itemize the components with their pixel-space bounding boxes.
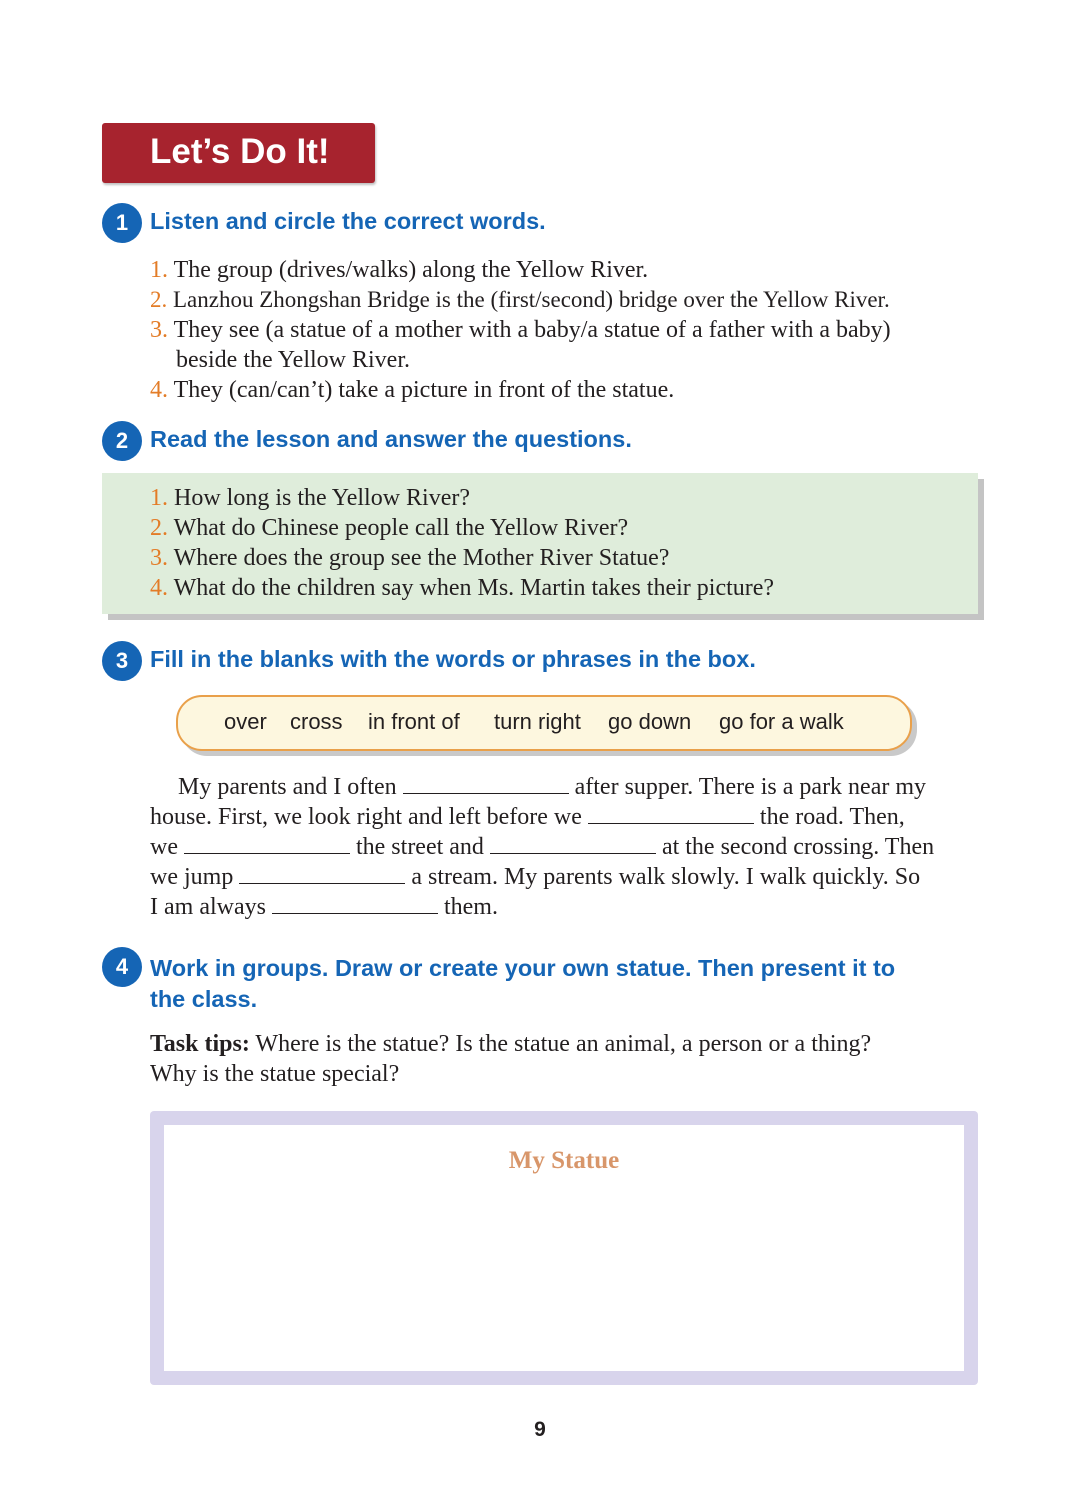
section-1-item: 3. They see (a statue of a mother with a baby/a statue of a father with a baby) — [150, 317, 891, 343]
word-option: turn right — [494, 709, 581, 734]
question-item: 2. What do Chinese people call the Yellow River? — [150, 515, 629, 541]
answer-blank[interactable] — [588, 803, 754, 824]
answer-blank[interactable] — [403, 773, 569, 794]
section-4-title: Work in groups. Draw or create your own statue. Then present it to — [150, 955, 896, 981]
my-statue-title: My Statue — [508, 1147, 620, 1174]
section-4-title-continued: the class. — [150, 986, 258, 1012]
section-1-item-continued: beside the Yellow River. — [176, 347, 410, 373]
question-item: 4. What do the children say when Ms. Martin takes their picture? — [150, 575, 775, 601]
answer-blank[interactable] — [239, 863, 405, 884]
section-4-number: 4 — [102, 947, 142, 987]
answer-blank[interactable] — [272, 893, 438, 914]
section-1-item: 1. The group (drives/walks) along the Yellow River. — [150, 257, 649, 283]
word-option: go down — [608, 709, 692, 734]
banner-title: Let’s Do It! — [150, 132, 330, 171]
section-2-number: 2 — [102, 421, 142, 461]
paragraph-line: we jump a stream. My parents walk slowly. I walk quickly. So — [150, 864, 921, 890]
section-1-number: 1 — [102, 203, 142, 243]
section-3-title: Fill in the blanks with the words or phrases in the box. — [150, 646, 756, 672]
word-option: cross — [290, 709, 343, 734]
section-1-item: 2. Lanzhou Zhongshan Bridge is the (first/second) bridge over the Yellow River. — [150, 287, 890, 312]
task-tips: Task tips: Where is the statue? Is the statue an animal, a person or a thing? — [150, 1031, 872, 1057]
section-1-item: 4. They (can/can’t) take a picture in front of the statue. — [150, 377, 675, 403]
section-2-title: Read the lesson and answer the questions. — [150, 426, 632, 452]
task-tips-label: Task tips: — [150, 1031, 250, 1057]
section-3-number: 3 — [102, 641, 142, 681]
answer-blank[interactable] — [490, 833, 656, 854]
page-number: 9 — [534, 1418, 546, 1441]
word-option: go for a walk — [719, 709, 844, 734]
question-item: 3. Where does the group see the Mother River Statue? — [150, 545, 670, 571]
paragraph-line: house. First, we look right and left before we the road. Then, — [150, 804, 905, 830]
word-option: over — [224, 709, 267, 734]
answer-blank[interactable] — [184, 833, 350, 854]
paragraph-line: My parents and I often after supper. There is a park near my — [178, 774, 927, 800]
paragraph-line: we the street and at the second crossing. Then — [150, 834, 935, 860]
lets-do-it-banner — [102, 123, 375, 183]
section-1-title: Listen and circle the correct words. — [150, 208, 546, 234]
drawing-area[interactable] — [164, 1125, 964, 1371]
word-box — [176, 695, 912, 751]
paragraph-line: I am always them. — [150, 894, 498, 920]
question-item: 1. How long is the Yellow River? — [150, 485, 470, 511]
my-statue-frame — [150, 1111, 978, 1385]
word-option: in front of — [368, 709, 460, 734]
task-tips-continued: Why is the statue special? — [150, 1061, 400, 1087]
